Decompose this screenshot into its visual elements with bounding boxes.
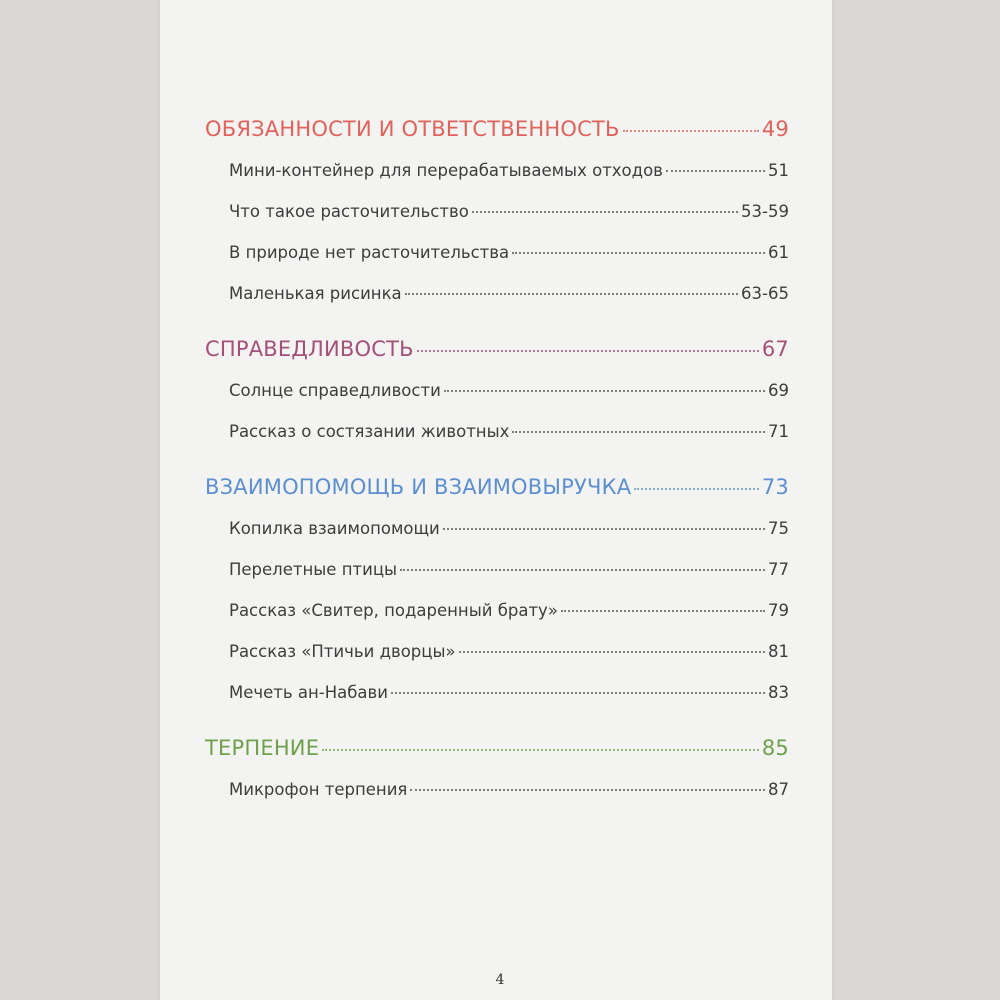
section-spacer bbox=[205, 314, 789, 332]
entry-page-number: 53-59 bbox=[741, 202, 789, 221]
section-page-number: 85 bbox=[761, 736, 789, 760]
dot-leader bbox=[512, 431, 765, 433]
dot-leader bbox=[391, 692, 765, 694]
section-page-number: 73 bbox=[761, 475, 789, 499]
entry-page-number: 71 bbox=[768, 422, 789, 441]
toc-entry bbox=[229, 508, 789, 549]
entry-page-number: 69 bbox=[768, 381, 789, 400]
dot-leader bbox=[405, 293, 738, 295]
entry-page-number: 79 bbox=[768, 601, 789, 620]
toc-entry bbox=[229, 631, 789, 672]
entry-title: Солнце справедливости bbox=[229, 381, 441, 400]
section-title: ВЗАИМОПОМОЩЬ И ВЗАИМОВЫРУЧКА bbox=[205, 475, 632, 499]
toc-entry bbox=[229, 672, 789, 713]
dot-leader bbox=[417, 350, 759, 352]
dot-leader bbox=[623, 130, 759, 132]
toc-entry bbox=[229, 370, 789, 411]
entry-page-number: 83 bbox=[768, 683, 789, 702]
page-number: 4 bbox=[495, 972, 505, 988]
toc-section-heading bbox=[205, 332, 789, 366]
toc-entry bbox=[229, 411, 789, 452]
entry-title: Микрофон терпения bbox=[229, 780, 408, 799]
section-page-number: 49 bbox=[761, 117, 789, 141]
entry-page-number: 61 bbox=[768, 243, 789, 262]
toc-entry bbox=[229, 590, 789, 631]
entry-page-number: 75 bbox=[768, 519, 789, 538]
toc-entry bbox=[229, 232, 789, 273]
dot-leader bbox=[666, 170, 765, 172]
section-page-number: 67 bbox=[761, 337, 789, 361]
entry-title: Что такое расточительство bbox=[229, 202, 469, 221]
dot-leader bbox=[410, 789, 765, 791]
section-title: ТЕРПЕНИЕ bbox=[205, 736, 320, 760]
entry-page-number: 77 bbox=[768, 560, 789, 579]
entry-title: Мини-контейнер для перерабатываемых отходов bbox=[229, 161, 663, 180]
dot-leader bbox=[443, 528, 765, 530]
dot-leader bbox=[561, 610, 765, 612]
dot-leader bbox=[444, 390, 765, 392]
entry-title: Мечеть ан-Набави bbox=[229, 683, 388, 702]
toc-section-heading bbox=[205, 112, 789, 146]
section-title: СПРАВЕДЛИВОСТЬ bbox=[205, 337, 414, 361]
dot-leader bbox=[634, 488, 759, 490]
entry-page-number: 63-65 bbox=[741, 284, 789, 303]
toc-section-heading bbox=[205, 470, 789, 504]
dot-leader bbox=[472, 211, 738, 213]
dot-leader bbox=[512, 252, 765, 254]
entry-title: Рассказ «Свитер, подаренный брату» bbox=[229, 601, 558, 620]
section-spacer bbox=[205, 452, 789, 470]
toc-entry bbox=[229, 150, 789, 191]
dot-leader bbox=[400, 569, 765, 571]
table-of-contents bbox=[205, 112, 789, 810]
toc-entry bbox=[229, 549, 789, 590]
toc-entry bbox=[229, 769, 789, 810]
entry-page-number: 87 bbox=[768, 780, 789, 799]
section-spacer bbox=[205, 713, 789, 731]
entry-page-number: 51 bbox=[768, 161, 789, 180]
section-title: ОБЯЗАННОСТИ И ОТВЕТСТВЕННОСТЬ bbox=[205, 117, 620, 141]
dot-leader bbox=[459, 651, 765, 653]
toc-section-heading bbox=[205, 731, 789, 765]
entry-title: Рассказ о состязании животных bbox=[229, 422, 510, 441]
toc-entry bbox=[229, 191, 789, 232]
toc-entry bbox=[229, 273, 789, 314]
entry-title: Копилка взаимопомощи bbox=[229, 519, 440, 538]
entry-title: Рассказ «Птичьи дворцы» bbox=[229, 642, 456, 661]
dot-leader bbox=[322, 749, 759, 751]
entry-title: Маленькая рисинка bbox=[229, 284, 402, 303]
entry-title: В природе нет расточительства bbox=[229, 243, 510, 262]
entry-title: Перелетные птицы bbox=[229, 560, 398, 579]
entry-page-number: 81 bbox=[768, 642, 789, 661]
